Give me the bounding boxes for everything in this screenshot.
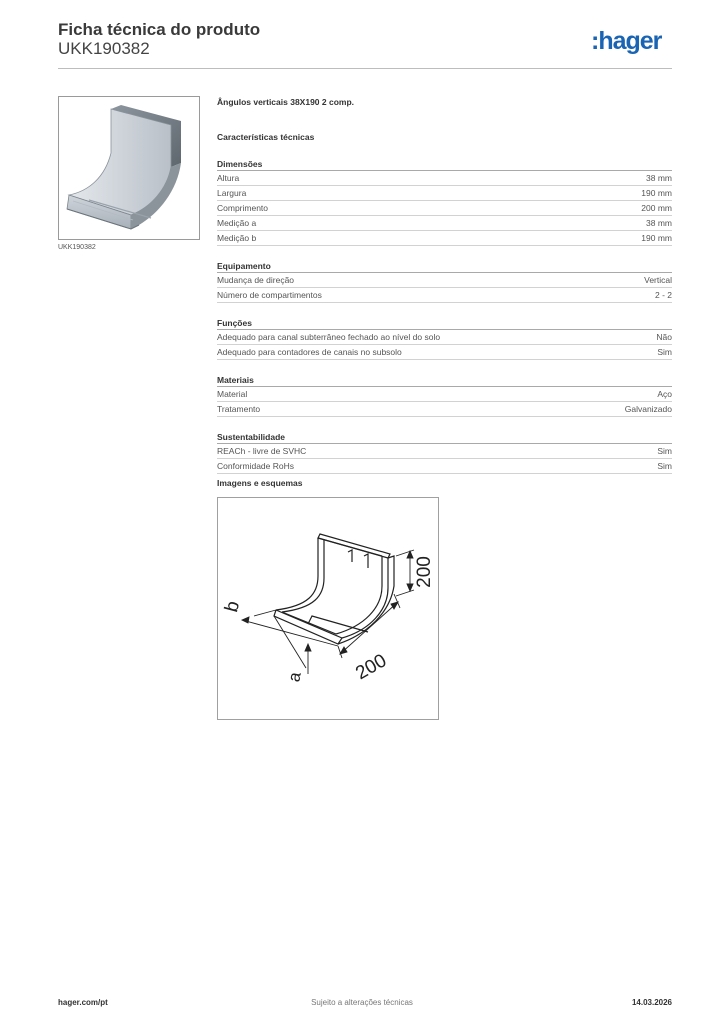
spec-value: Galvanizado [624, 404, 672, 414]
spec-value: Vertical [644, 275, 672, 285]
spec-label: Tratamento [217, 404, 261, 414]
spec-value: Não [656, 332, 672, 342]
spec-label: Largura [217, 188, 247, 198]
spec-section [217, 374, 672, 417]
spec-row [217, 330, 672, 345]
logo-text: :hager [591, 27, 662, 55]
spec-value: 200 mm [641, 203, 672, 213]
spec-value: 190 mm [641, 188, 672, 198]
spec-value: 2 - 2 [654, 290, 672, 300]
dimension-label-height: 200 [414, 556, 435, 588]
dimension-diagram [217, 497, 439, 720]
spec-row [217, 273, 672, 288]
spec-label: Conformidade RoHs [217, 461, 295, 471]
spec-label: Adequado para contadores de canais no subsolo [217, 347, 402, 357]
section-title: Funções [217, 317, 672, 330]
spec-value: Sim [657, 446, 672, 456]
spec-list [217, 96, 672, 474]
spec-label: Adequado para canal subterrâneo fechado ao nível do solo [217, 332, 441, 342]
section-title: Materiais [217, 374, 672, 387]
dimension-label-a: a [284, 670, 305, 684]
spec-row [217, 459, 672, 474]
spec-row [217, 444, 672, 459]
spec-value: Aço [657, 389, 672, 399]
spec-row [217, 216, 672, 231]
product-photo-illustration [59, 97, 199, 239]
spec-label: Material [217, 389, 248, 399]
spec-row [217, 171, 672, 186]
spec-value: Sim [657, 461, 672, 471]
spec-section [217, 431, 672, 474]
spec-value: Sim [657, 347, 672, 357]
header-divider [58, 68, 672, 69]
product-photo [58, 96, 200, 240]
product-code: UKK190382 [58, 39, 150, 58]
spec-section [217, 158, 672, 246]
spec-label: Mudança de direção [217, 275, 295, 285]
spec-label: Número de compartimentos [217, 290, 322, 300]
footer-date: 14.03.2026 [631, 998, 672, 1007]
spec-label: Altura [217, 173, 240, 183]
images-heading: Imagens e esquemas [217, 478, 303, 488]
dimension-label-b: b [221, 598, 245, 615]
section-title: Dimensões [217, 158, 672, 171]
spec-value: 38 mm [646, 173, 672, 183]
photo-caption: UKK190382 [58, 244, 96, 251]
footer-disclaimer: Sujeito a alterações técnicas [311, 998, 413, 1007]
dimension-drawing [218, 498, 438, 719]
spec-row [217, 288, 672, 303]
dimension-label-length: 200 [352, 650, 391, 685]
spec-label: Medição b [217, 233, 257, 243]
section-title: Sustentabilidade [217, 431, 672, 444]
spec-section [217, 260, 672, 303]
spec-section [217, 317, 672, 360]
spec-sections [217, 158, 672, 474]
spec-row [217, 402, 672, 417]
spec-value: 38 mm [646, 218, 672, 228]
section-title: Equipamento [217, 260, 672, 273]
spec-row [217, 345, 672, 360]
footer-website: hager.com/pt [58, 998, 108, 1007]
spec-label: REACh - livre de SVHC [217, 446, 307, 456]
hager-logo [591, 26, 675, 56]
tech-specs-heading: Características técnicas [217, 132, 315, 142]
spec-value: 190 mm [641, 233, 672, 243]
page-title: Ficha técnica do produto [58, 20, 261, 39]
spec-row [217, 231, 672, 246]
spec-row [217, 201, 672, 216]
spec-label: Comprimento [217, 203, 269, 213]
spec-row [217, 387, 672, 402]
spec-row [217, 186, 672, 201]
spec-label: Medição a [217, 218, 257, 228]
product-name: Ângulos verticais 38X190 2 comp. [217, 97, 355, 107]
